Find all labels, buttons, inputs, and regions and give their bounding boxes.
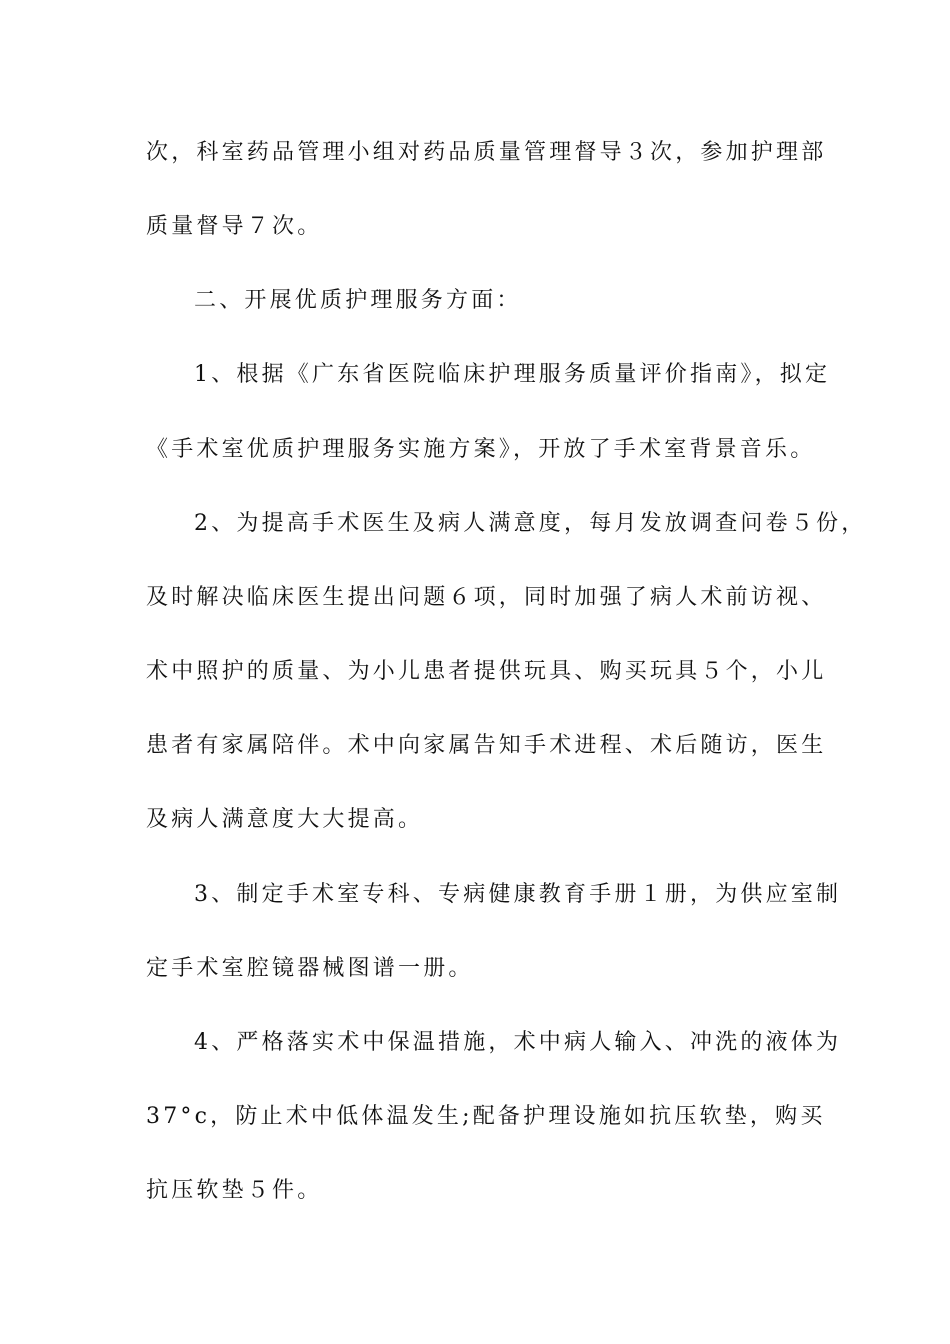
- text-line: 及时解决临床医生提出问题６项，同时加强了病人术前访视、: [146, 585, 827, 610]
- text-line: 及病人满意度大大提高。: [146, 807, 424, 832]
- text-line: 定手术室腔镜器械图谱一册。: [146, 956, 474, 981]
- text-line: 抗压软垫５件。: [146, 1178, 323, 1203]
- text-line: 次，科室药品管理小组对药品质量管理督导３次，参加护理部: [146, 140, 827, 165]
- text-line: 37°c，防止术中低体温发生;配备护理设施如抗压软垫，购买: [146, 1104, 826, 1129]
- text-line: 患者有家属陪伴。术中向家属告知手术进程、术后随访，医生: [146, 733, 827, 758]
- text-line: 质量督导７次。: [146, 214, 323, 239]
- section-heading: 二、开展优质护理服务方面：: [194, 288, 522, 313]
- text-line: 术中照护的质量、为小儿患者提供玩具、购买玩具５个，小儿: [146, 659, 827, 684]
- paragraph-1-start: 1、根据《广东省医院临床护理服务质量评价指南》，拟定: [194, 362, 831, 387]
- paragraph-2-start: 2、为提高手术医生及病人满意度，每月发放调查问卷５份，: [194, 511, 867, 536]
- text-line: 《手术室优质护理服务实施方案》，开放了手术室背景音乐。: [146, 437, 816, 462]
- paragraph-4-start: 4、严格落实术中保温措施，术中病人输入、冲洗的液体为: [194, 1030, 842, 1055]
- paragraph-3-start: 3、制定手术室专科、专病健康教育手册１册，为供应室制: [194, 882, 842, 907]
